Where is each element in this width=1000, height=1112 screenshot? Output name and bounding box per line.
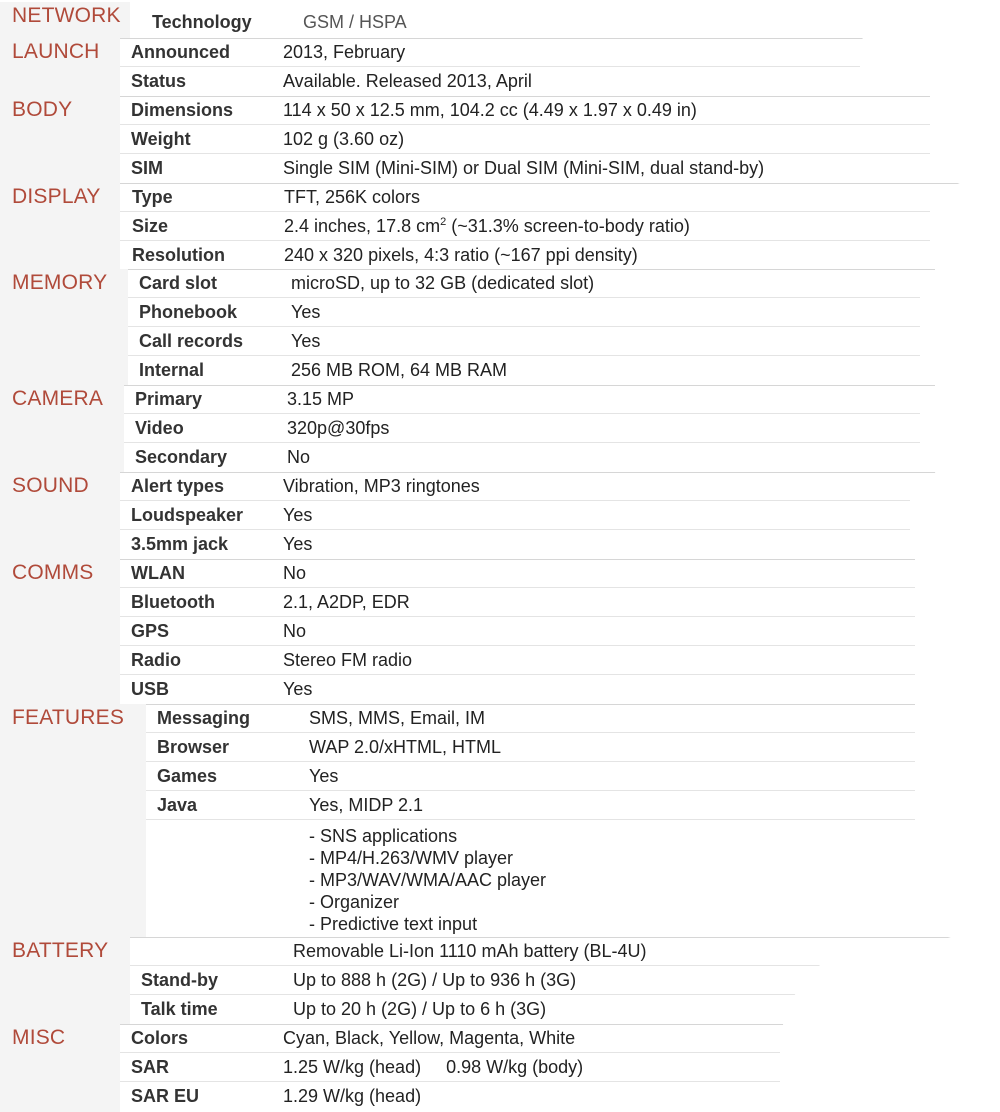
section-body bbox=[0, 96, 1000, 184]
spec-value: 2013, February bbox=[283, 42, 406, 62]
spec-value: Yes bbox=[309, 766, 339, 786]
scan-edge-blob bbox=[930, 80, 1000, 180]
spec-value: WAP 2.0/xHTML, HTML bbox=[309, 737, 502, 757]
section-features bbox=[0, 704, 1000, 938]
spec-label: 3.5mm jack bbox=[131, 534, 229, 554]
spec-row bbox=[130, 8, 860, 37]
spec-label: Java bbox=[157, 795, 198, 815]
spec-label: Talk time bbox=[141, 999, 218, 1019]
spec-label: Radio bbox=[131, 650, 182, 670]
spec-value: No bbox=[287, 447, 311, 467]
spec-row bbox=[120, 125, 940, 154]
spec-label: GPS bbox=[131, 621, 170, 641]
section-comms bbox=[0, 559, 1000, 705]
category-title: COMMS bbox=[0, 559, 120, 704]
section-sound bbox=[0, 472, 1000, 560]
spec-value: Yes bbox=[283, 505, 313, 525]
spec-row bbox=[120, 530, 910, 559]
spec-label: WLAN bbox=[131, 563, 185, 583]
spec-row bbox=[146, 704, 920, 733]
feature-extras-list bbox=[309, 825, 546, 935]
section-network bbox=[0, 2, 1000, 39]
spec-label: SAR bbox=[131, 1057, 170, 1077]
spec-label: Card slot bbox=[139, 273, 218, 293]
spec-value: Yes bbox=[283, 534, 313, 554]
category-title: MISC bbox=[0, 1024, 120, 1112]
spec-value: Stereo FM radio bbox=[283, 650, 413, 670]
spec-row bbox=[128, 356, 920, 385]
scan-edge-blob bbox=[915, 500, 1000, 940]
feature-extra-item: - Organizer bbox=[309, 892, 400, 912]
spec-label: Type bbox=[132, 187, 173, 207]
spec-row bbox=[120, 646, 920, 675]
spec-row bbox=[128, 327, 920, 356]
spec-value: Yes bbox=[291, 302, 321, 322]
spec-label: Games bbox=[157, 766, 218, 786]
scan-edge-blob bbox=[935, 180, 1000, 510]
category-title: CAMERA bbox=[0, 385, 124, 472]
spec-row bbox=[130, 937, 920, 966]
spec-label: Browser bbox=[157, 737, 230, 757]
spec-value: 114 x 50 x 12.5 mm, 104.2 cc (4.49 x 1.97 x 0.49 in) bbox=[283, 100, 697, 120]
spec-value: Removable Li-Ion 1110 mAh battery (BL-4U) bbox=[293, 941, 647, 961]
spec-label: Size bbox=[132, 216, 169, 236]
spec-row bbox=[120, 501, 910, 530]
spec-row bbox=[120, 588, 920, 617]
section-memory bbox=[0, 269, 1000, 386]
superscript: 2 bbox=[440, 216, 447, 228]
spec-row bbox=[120, 154, 940, 183]
spec-label: Bluetooth bbox=[131, 592, 215, 612]
spec-row bbox=[120, 559, 920, 588]
feature-extra-item: - SNS applications bbox=[309, 826, 458, 846]
spec-value: SMS, MMS, Email, IM bbox=[309, 708, 486, 728]
spec-label: Resolution bbox=[132, 245, 225, 265]
spec-label: Weight bbox=[131, 129, 191, 149]
spec-value: Available. Released 2013, April bbox=[283, 71, 532, 91]
spec-label: Secondary bbox=[135, 447, 228, 467]
spec-label: Primary bbox=[135, 389, 203, 409]
spec-row bbox=[120, 241, 930, 270]
spec-value: 256 MB ROM, 64 MB RAM bbox=[291, 360, 508, 380]
spec-row bbox=[120, 183, 930, 212]
category-title: MEMORY bbox=[0, 269, 128, 385]
spec-value: 2.1, A2DP, EDR bbox=[283, 592, 410, 612]
spec-label: Phonebook bbox=[139, 302, 237, 322]
spec-label: SIM bbox=[131, 158, 164, 178]
spec-value: Yes bbox=[283, 679, 313, 699]
spec-value: No bbox=[283, 621, 307, 641]
spec-value: 102 g (3.60 oz) bbox=[283, 129, 405, 149]
category-title: LAUNCH bbox=[0, 38, 120, 96]
spec-row bbox=[120, 38, 860, 67]
spec-value: 1.29 W/kg (head) bbox=[283, 1086, 422, 1106]
spec-value: 240 x 320 pixels, 4:3 ratio (~167 ppi density) bbox=[284, 245, 638, 265]
feature-extra-item: - MP3/WAV/WMA/AAC player bbox=[309, 870, 547, 890]
spec-row bbox=[146, 733, 920, 762]
spec-value: No bbox=[283, 563, 307, 583]
category-title: BATTERY bbox=[0, 937, 130, 1024]
spec-label: Loudspeaker bbox=[131, 505, 244, 525]
spec-value: 320p@30fps bbox=[287, 418, 390, 438]
spec-row bbox=[120, 675, 920, 704]
spec-row bbox=[128, 298, 920, 327]
spec-row bbox=[124, 385, 920, 414]
spec-value: Yes, MIDP 2.1 bbox=[309, 795, 424, 815]
spec-label: SAR EU bbox=[131, 1086, 200, 1106]
section-launch bbox=[0, 38, 1000, 97]
spec-row bbox=[120, 96, 940, 125]
category-title: BODY bbox=[0, 96, 120, 183]
size-text: 2.4 inches, 17.8 cm bbox=[284, 216, 441, 236]
spec-label: Internal bbox=[139, 360, 205, 380]
spec-label: Stand-by bbox=[141, 970, 219, 990]
spec-row bbox=[124, 443, 920, 472]
category-title: NETWORK bbox=[0, 2, 130, 38]
section-display bbox=[0, 183, 1000, 270]
feature-extra-item: - Predictive text input bbox=[309, 914, 478, 934]
spec-row bbox=[146, 762, 920, 791]
spec-label: Messaging bbox=[157, 708, 251, 728]
spec-value: Vibration, MP3 ringtones bbox=[283, 476, 480, 496]
spec-row bbox=[128, 269, 920, 298]
spec-value: Up to 888 h (2G) / Up to 936 h (3G) bbox=[293, 970, 577, 990]
category-title: DISPLAY bbox=[0, 183, 120, 269]
spec-value: 3.15 MP bbox=[287, 389, 355, 409]
spec-row bbox=[120, 67, 860, 96]
spec-label: Announced bbox=[131, 42, 230, 62]
spec-label: Status bbox=[131, 71, 187, 91]
spec-row bbox=[120, 472, 910, 501]
spec-value: Up to 20 h (2G) / Up to 6 h (3G) bbox=[293, 999, 547, 1019]
spec-row bbox=[124, 414, 920, 443]
spec-label: USB bbox=[131, 679, 170, 699]
spec-value: 1.25 W/kg (head) 0.98 W/kg (body) bbox=[283, 1057, 584, 1077]
spec-value: TFT, 256K colors bbox=[284, 187, 421, 207]
spec-label: Video bbox=[135, 418, 184, 438]
spec-value: GSM / HSPA bbox=[303, 12, 407, 32]
spec-value: Yes bbox=[291, 331, 321, 351]
category-title: FEATURES bbox=[0, 704, 146, 937]
category-title: SOUND bbox=[0, 472, 120, 559]
spec-row bbox=[120, 212, 930, 241]
spec-label: Colors bbox=[131, 1028, 189, 1048]
section-camera bbox=[0, 385, 1000, 473]
size-text-tail: (~31.3% screen-to-body ratio) bbox=[446, 216, 690, 236]
spec-value: Single SIM (Mini-SIM) or Dual SIM (Mini-SIM, dual stand-by) bbox=[283, 158, 765, 178]
spec-row bbox=[120, 617, 920, 646]
spec-label: Call records bbox=[139, 331, 244, 351]
feature-extra-item: - MP4/H.263/WMV player bbox=[309, 848, 514, 868]
spec-value: microSD, up to 32 GB (dedicated slot) bbox=[291, 273, 595, 293]
spec-value bbox=[284, 216, 690, 237]
spec-row bbox=[146, 791, 920, 820]
spec-value: Cyan, Black, Yellow, Magenta, White bbox=[283, 1028, 576, 1048]
spec-label: Technology bbox=[152, 12, 252, 32]
spec-label: Alert types bbox=[131, 476, 225, 496]
spec-label: Dimensions bbox=[131, 100, 234, 120]
